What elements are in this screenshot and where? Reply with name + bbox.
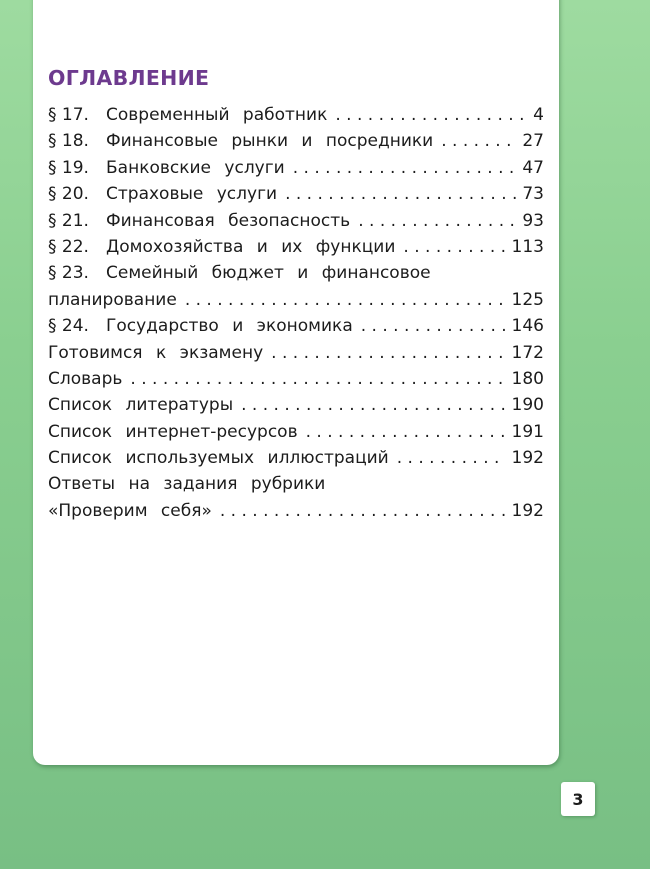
toc-entry-illustrations[interactable]	[48, 445, 544, 471]
toc-entry-exam-prep[interactable]	[48, 340, 544, 366]
entry-title: Список используемых иллюстраций	[48, 448, 389, 469]
section-number: § 23.	[48, 263, 89, 284]
toc-entry-23-continuation[interactable]	[48, 287, 544, 313]
section-number: § 20.	[48, 184, 89, 205]
toc-entry-23[interactable]	[48, 260, 544, 286]
page-ref: 47	[522, 157, 544, 178]
dot-leader	[220, 498, 506, 524]
entry-title: Список интернет-ресурсов	[48, 421, 298, 442]
dot-leader	[441, 128, 516, 154]
entry-title: Семейный бюджет и финансовое	[106, 263, 431, 284]
table-of-contents	[48, 102, 544, 524]
dot-leader	[285, 181, 516, 207]
toc-entry-19[interactable]	[48, 155, 544, 181]
toc-entry-22[interactable]	[48, 234, 544, 260]
page-ref: 180	[511, 368, 544, 389]
dot-leader	[358, 208, 516, 234]
section-number: § 18.	[48, 131, 89, 152]
section-number: § 24.	[48, 316, 89, 337]
entry-title: Готовимся к экзамену	[48, 342, 264, 363]
dot-leader	[335, 102, 524, 128]
entry-title: Банковские услуги	[106, 157, 285, 178]
toc-entry-internet-resources[interactable]	[48, 419, 544, 445]
toc-entry-bibliography[interactable]	[48, 392, 544, 418]
page-ref: 4	[533, 105, 544, 125]
dot-leader	[403, 234, 505, 260]
entry-title: Финансовая безопасность	[106, 210, 351, 231]
page-ref: 192	[511, 448, 544, 469]
toc-entry-21[interactable]	[48, 208, 544, 234]
entry-title: Государство и экономика	[106, 316, 353, 337]
section-number: § 22.	[48, 236, 89, 257]
section-number: § 17.	[48, 105, 89, 125]
section-number: § 21.	[48, 210, 89, 231]
entry-title: Современный работник	[106, 105, 328, 125]
page-ref: 172	[511, 342, 544, 363]
toc-entry-18[interactable]	[48, 128, 544, 154]
toc-entry-20[interactable]	[48, 181, 544, 207]
entry-title: Домохозяйства и их функции	[106, 236, 396, 257]
page-ref: 190	[511, 395, 544, 416]
page-ref: 27	[522, 131, 544, 152]
entry-title: Финансовые рынки и посредники	[106, 131, 434, 152]
entry-title: Ответы на задания рубрики	[48, 474, 326, 495]
page-number-badge: 3	[561, 782, 595, 816]
page-ref: 125	[511, 289, 544, 310]
dot-leader	[241, 392, 505, 418]
page-ref: 192	[511, 500, 544, 521]
entry-title: Словарь	[48, 368, 123, 389]
dot-leader	[361, 313, 506, 339]
dot-leader	[306, 419, 506, 445]
toc-entry-24[interactable]	[48, 313, 544, 339]
entry-title: Список литературы	[48, 395, 234, 416]
toc-entry-answers[interactable]	[48, 471, 544, 497]
toc-entry-glossary[interactable]	[48, 366, 544, 392]
section-number: § 19.	[48, 157, 89, 178]
page-ref: 73	[522, 184, 544, 205]
toc-entry-answers-continuation[interactable]	[48, 498, 544, 524]
page-ref: 113	[511, 236, 544, 257]
page-ref: 146	[511, 316, 544, 337]
dot-leader	[293, 155, 517, 181]
entry-title: Страховые услуги	[106, 184, 278, 205]
page-ref: 93	[522, 210, 544, 231]
dot-leader	[185, 287, 506, 313]
dot-leader	[130, 366, 505, 392]
toc-title: ОГЛАВЛЕНИЕ	[48, 66, 210, 90]
entry-title-continuation: планирование	[48, 289, 177, 310]
dot-leader	[271, 340, 505, 366]
entry-title-continuation: «Проверим себя»	[48, 500, 212, 521]
dot-leader	[397, 445, 506, 471]
toc-entry-17[interactable]	[48, 102, 544, 128]
page-ref: 191	[511, 421, 544, 442]
